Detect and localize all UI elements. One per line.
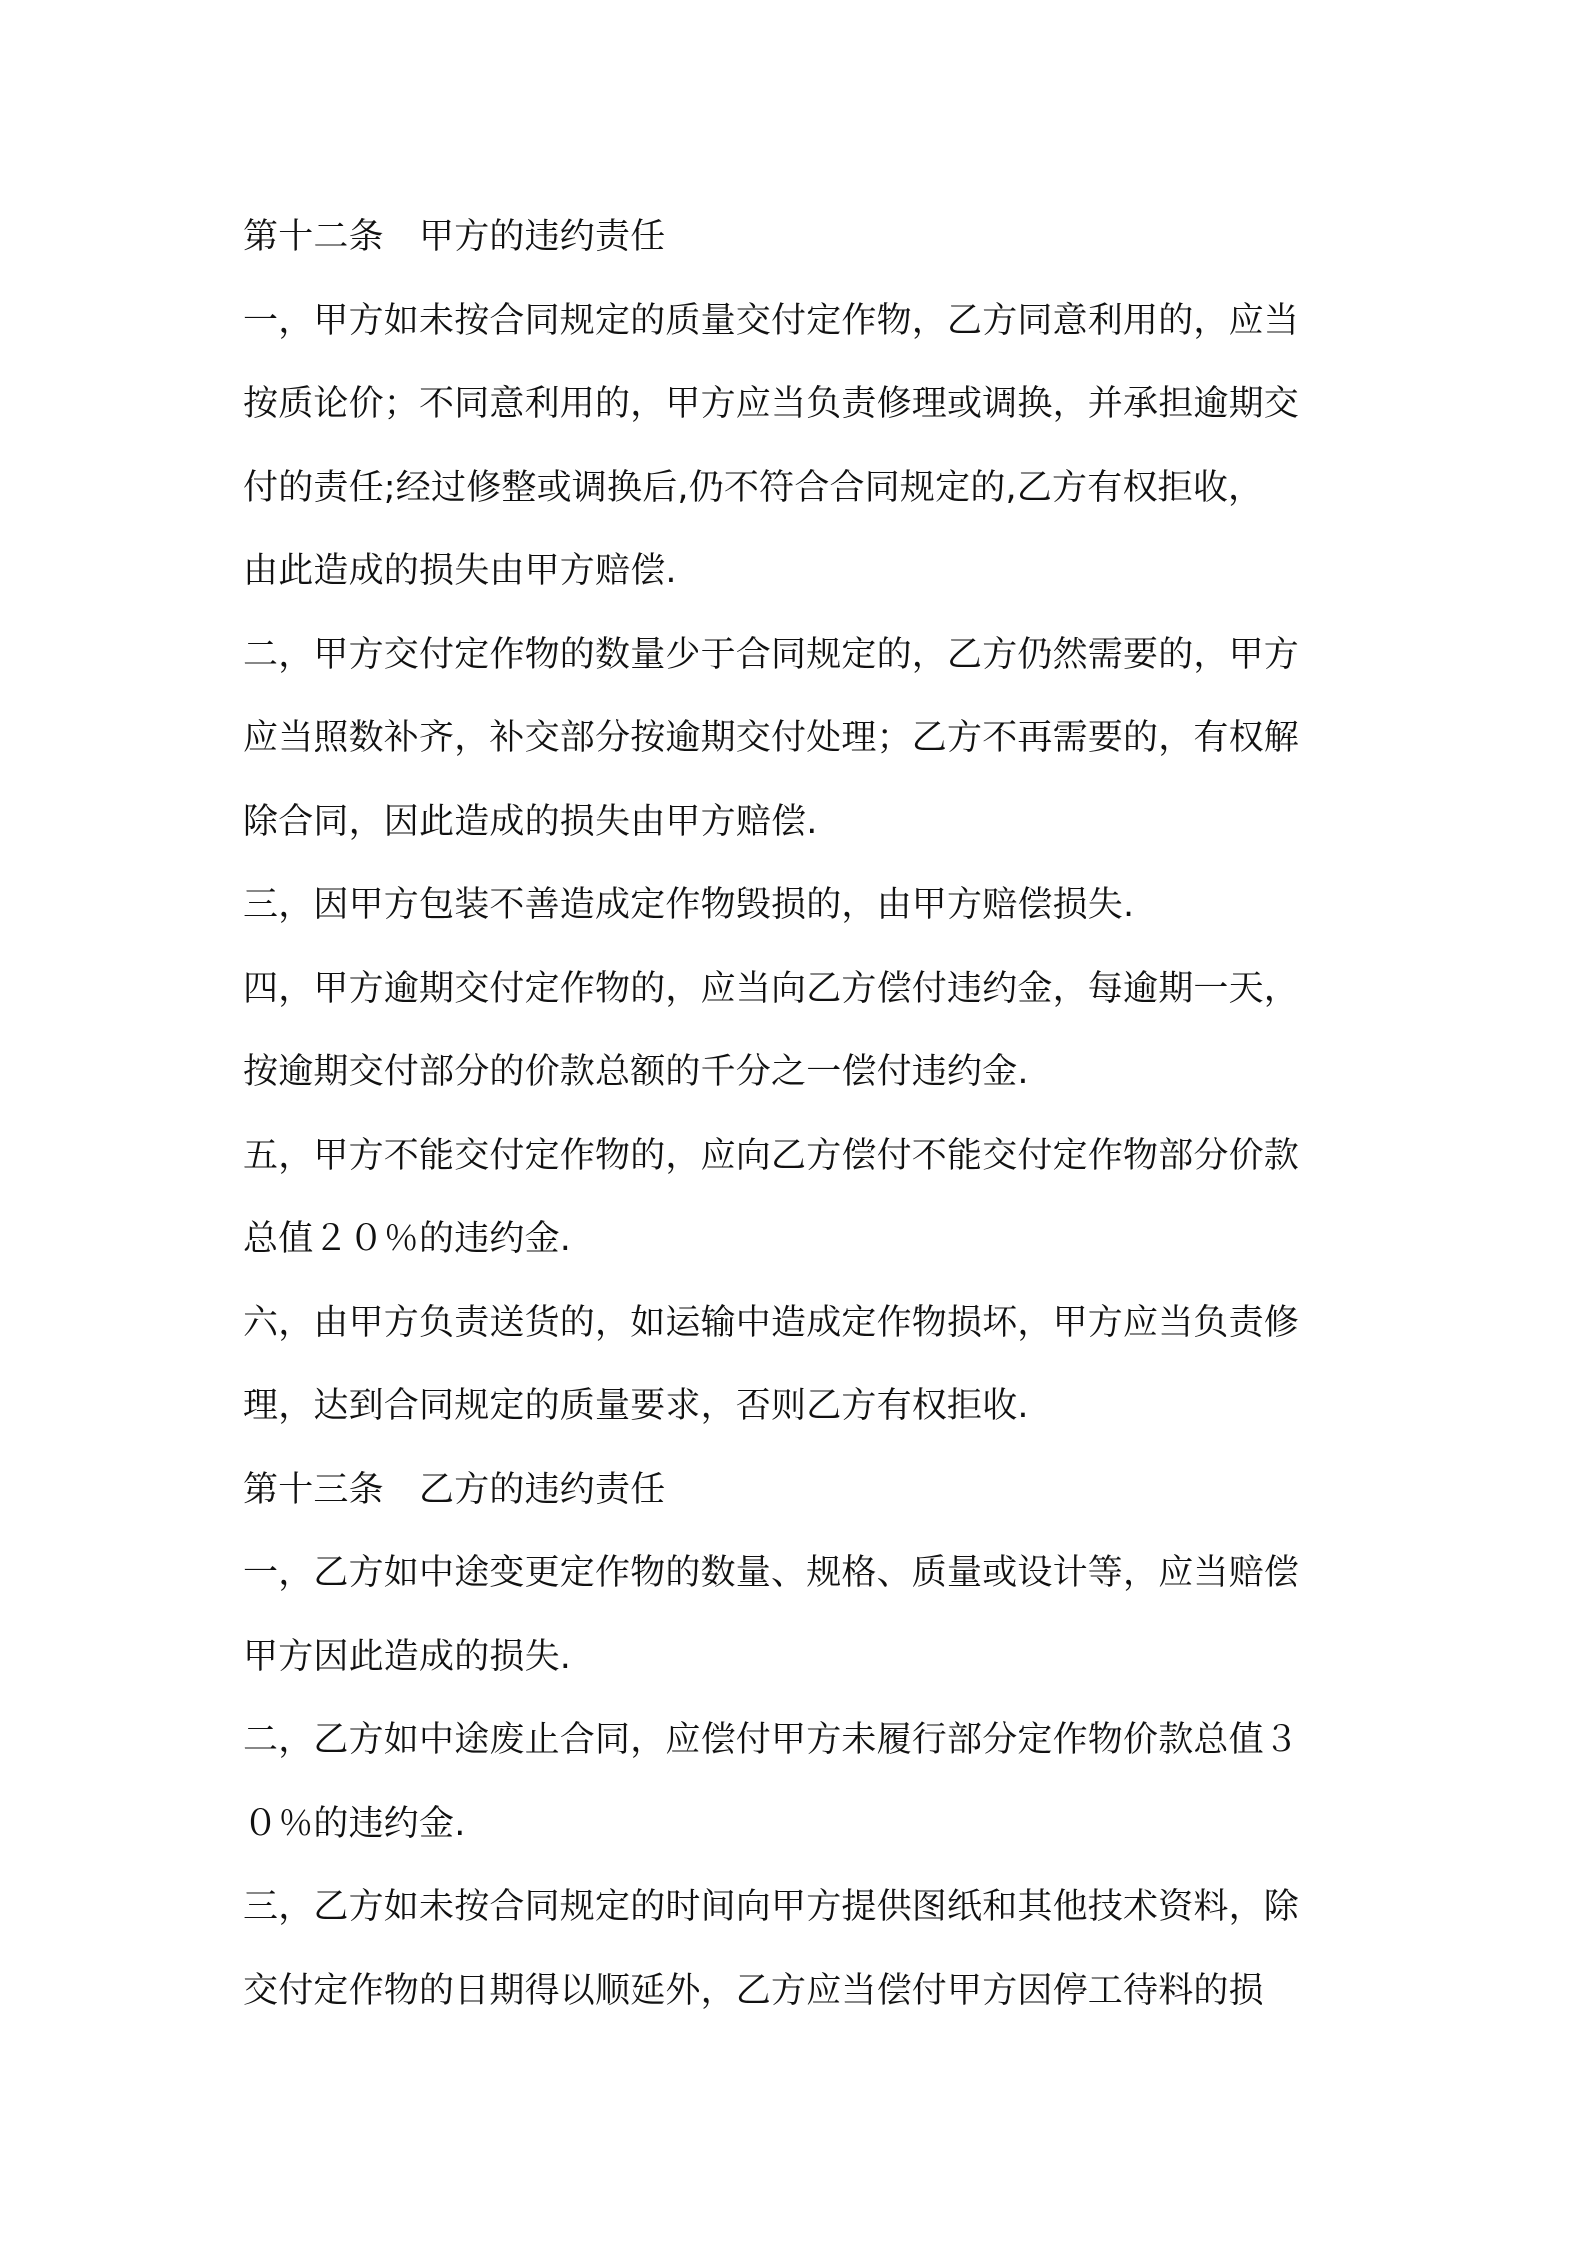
article-12-heading: 第十二条 甲方的违约责任 [243, 217, 666, 257]
paragraph-line: 按质论价；不同意利用的，甲方应当负责修理或调换，并承担逾期交 [243, 384, 1300, 424]
paragraph-line: 五，甲方不能交付定作物的，应向乙方偿付不能交付定作物部分价款 [243, 1135, 1300, 1176]
paragraph-line: 交付定作物的日期得以顺延外，乙方应当偿付甲方因停工待料的损 [243, 1970, 1264, 2011]
paragraph-line: 除合同，因此造成的损失由甲方赔偿. [243, 801, 818, 842]
paragraph-line: 四，甲方逾期交付定作物的，应当向乙方偿付违约金，每逾期一天， [243, 968, 1300, 1009]
paragraph-line: 应当照数补齐，补交部分按逾期交付处理；乙方不再需要的，有权解 [243, 718, 1300, 758]
paragraph-line: 二，甲方交付定作物的数量少于合同规定的，乙方仍然需要的，甲方 [243, 634, 1300, 675]
contract-text [243, 196, 1363, 2033]
paragraph-line: 二，乙方如中途废止合同，应偿付甲方未履行部分定作物价款总值３ [243, 1720, 1300, 1760]
paragraph-line: 按逾期交付部分的价款总额的千分之一偿付违约金. [243, 1052, 1029, 1092]
paragraph-line: 一，甲方如未按合同规定的质量交付定作物，乙方同意利用的，应当 [243, 300, 1300, 341]
paragraph-line: 六，由甲方负责送货的，如运输中造成定作物损坏，甲方应当负责修 [243, 1302, 1300, 1343]
paragraph-line: 一，乙方如中途变更定作物的数量、规格、质量或设计等，应当赔偿 [243, 1553, 1300, 1593]
paragraph-line: 由此造成的损失由甲方赔偿. [243, 551, 677, 591]
paragraph-line: ０％的违约金. [243, 1803, 466, 1844]
paragraph-line: 三，因甲方包装不善造成定作物毁损的，由甲方赔偿损失. [243, 885, 1135, 925]
paragraph-line: 三，乙方如未按合同规定的时间向甲方提供图纸和其他技术资料，除 [243, 1887, 1300, 1927]
article-13-heading: 第十三条 乙方的违约责任 [243, 1469, 666, 1510]
paragraph-line: 甲方因此造成的损失. [243, 1636, 572, 1677]
paragraph-line: 总值２０％的违约金. [243, 1219, 572, 1259]
paragraph-line: 付的责任;经过修整或调换后,仍不符合合同规定的,乙方有权拒收， [243, 467, 1264, 508]
paragraph-line: 理，达到合同规定的质量要求，否则乙方有权拒收. [243, 1386, 1029, 1426]
